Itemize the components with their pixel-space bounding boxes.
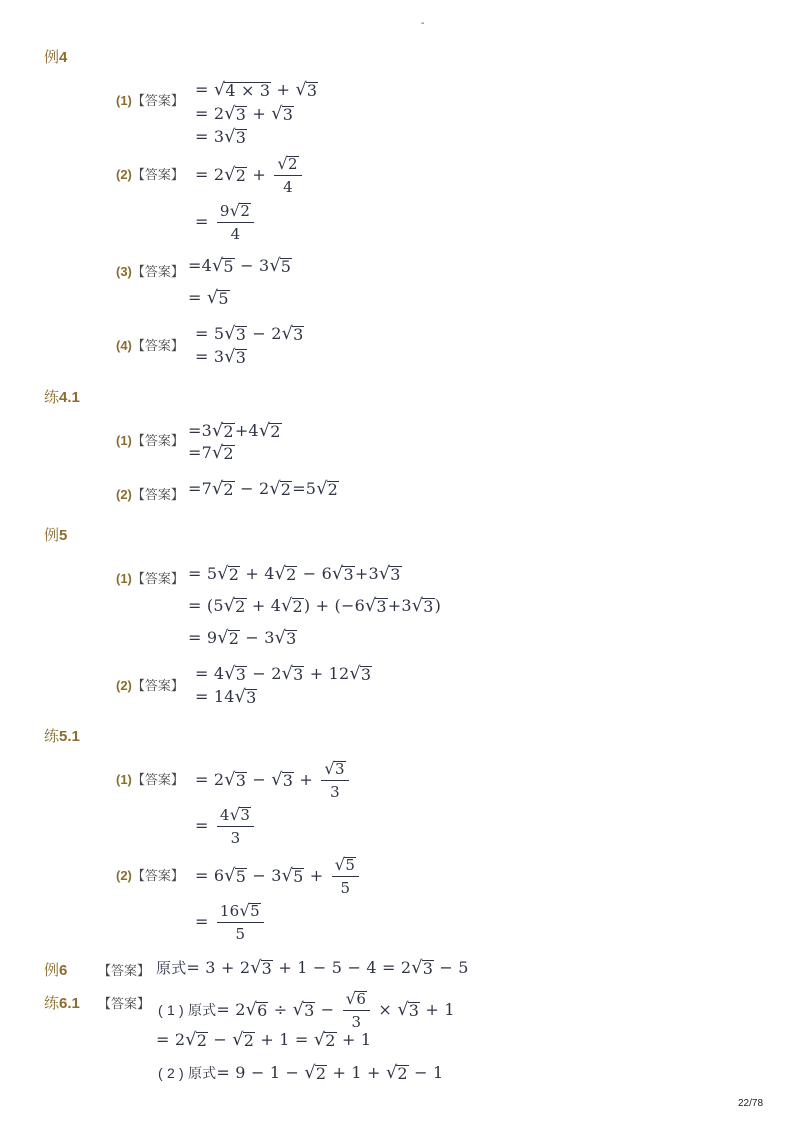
math-line: ( 2 ) 原式= 9 − 1 − √ 2 + 1 + √ 2 − 1 xyxy=(158,1063,444,1083)
answer-tag xyxy=(116,335,184,354)
math-line: = √ 4 × 3 + √ 3 xyxy=(195,80,318,100)
answer-tag xyxy=(116,568,184,587)
section-heading-example-5 xyxy=(44,524,67,545)
math-line: = 2 √ 3 + √ 3 xyxy=(195,104,294,124)
answer-label: 【答案】 xyxy=(98,963,151,978)
math-line: =4 √ 5 − 3 √ 5 xyxy=(188,256,292,276)
math-line: = 3 √ 3 xyxy=(195,347,247,367)
section-number: 4.1 xyxy=(59,389,80,406)
answer-label: 【答案】 xyxy=(131,571,184,586)
math-line: =3 √ 2 +4 √ 2 xyxy=(188,421,281,441)
item-number: (1) xyxy=(116,571,132,586)
math-line: = 2 √ 2 + √ 2 4 xyxy=(195,155,305,196)
section-prefix: 例 xyxy=(44,962,60,979)
item-number: (2) xyxy=(116,868,132,883)
answer-tag xyxy=(116,865,184,884)
answer-tag xyxy=(116,90,184,109)
math-line: = 5 √ 3 − 2 √ 3 xyxy=(195,324,304,344)
section-number: 6 xyxy=(59,962,68,979)
section-prefix: 练 xyxy=(44,728,60,745)
answer-label: 【答案】 xyxy=(131,678,184,693)
math-line: = (5 √ 2 + 4 √ 2 ) + (−6 √ 3 +3 √ 3 ) xyxy=(188,596,442,616)
answer-label: 【答案】 xyxy=(131,93,184,108)
math-line: ( 1 ) 原式= 2 √ 6 ÷ √ 3 − √ 6 3 × √ 3 + 1 xyxy=(158,989,455,1031)
answer-label: 【答案】 xyxy=(131,487,184,502)
math-line: = 4 √ 3 − 2 √ 3 + 12 √ 3 xyxy=(195,664,372,684)
expression-label: ( 2 ) 原式 xyxy=(158,1065,217,1081)
answer-label: 【答案】 xyxy=(131,772,184,787)
section-number: 5 xyxy=(59,527,68,544)
section-prefix: 例 xyxy=(44,527,60,544)
section-prefix: 练 xyxy=(44,389,60,406)
math-line: = 3 √ 3 xyxy=(195,127,247,147)
expression-label: ( 1 ) 原式 xyxy=(158,1002,217,1018)
item-number: (2) xyxy=(116,487,132,502)
math-line: = 2 √ 3 − √ 3 + √ 3 3 xyxy=(195,760,352,801)
math-line: = √ 5 xyxy=(188,288,229,308)
answer-tag xyxy=(116,769,184,788)
math-line: 原式= 3 + 2 √ 3 + 1 − 5 − 4 = 2 √ 3 − 5 xyxy=(156,958,469,978)
item-number: (1) xyxy=(116,433,132,448)
expression-label: 原式 xyxy=(156,960,187,977)
math-line: = 14 √ 3 xyxy=(195,687,257,707)
page-number: 22/78 xyxy=(738,1098,764,1109)
math-line: =7 √ 2 − 2 √ 2 =5 √ 2 xyxy=(188,479,338,499)
answer-label: 【答案】 xyxy=(131,167,184,182)
section-heading-practice-5-1 xyxy=(44,725,80,746)
math-line: = 16 √ 5 5 xyxy=(195,902,267,943)
section-heading-example-4 xyxy=(44,46,67,67)
math-line: = 9 √ 2 − 3 √ 3 xyxy=(188,628,297,648)
answer-tag xyxy=(116,484,184,503)
answer-label: 【答案】 xyxy=(98,996,151,1011)
item-number: (2) xyxy=(116,167,132,182)
answer-label: 【答案】 xyxy=(131,868,184,883)
answer-tag xyxy=(116,430,184,449)
answer-tag xyxy=(116,675,184,694)
math-line: =7 √ 2 xyxy=(188,443,234,463)
answer-label: 【答案】 xyxy=(131,264,184,279)
item-number: (2) xyxy=(116,678,132,693)
math-line: = 4 √ 3 3 xyxy=(195,806,257,847)
item-number: (4) xyxy=(116,338,132,353)
answer-label: 【答案】 xyxy=(131,338,184,353)
section-heading-example-6 xyxy=(44,959,67,980)
item-number: (1) xyxy=(116,93,132,108)
section-number: 4 xyxy=(59,49,68,66)
math-line: = 2 √ 2 − √ 2 + 1 = √ 2 + 1 xyxy=(156,1030,372,1050)
section-number: 6.1 xyxy=(59,995,80,1012)
math-line: = 9 √ 2 4 xyxy=(195,202,257,243)
answer-tag xyxy=(116,164,184,183)
section-heading-practice-6-1 xyxy=(44,992,80,1013)
section-heading-practice-4-1 xyxy=(44,386,80,407)
section-number: 5.1 xyxy=(59,728,80,745)
answer-label: 【答案】 xyxy=(131,433,184,448)
answer-tag xyxy=(116,261,184,280)
section-prefix: 例 xyxy=(44,49,60,66)
top-mark: - xyxy=(421,18,425,29)
math-line: = 5 √ 2 + 4 √ 2 − 6 √ 3 +3 √ 3 xyxy=(188,564,401,584)
item-number: (1) xyxy=(116,772,132,787)
math-line: = 6 √ 5 − 3 √ 5 + √ 5 5 xyxy=(195,856,362,897)
item-number: (3) xyxy=(116,264,132,279)
section-prefix: 练 xyxy=(44,995,60,1012)
